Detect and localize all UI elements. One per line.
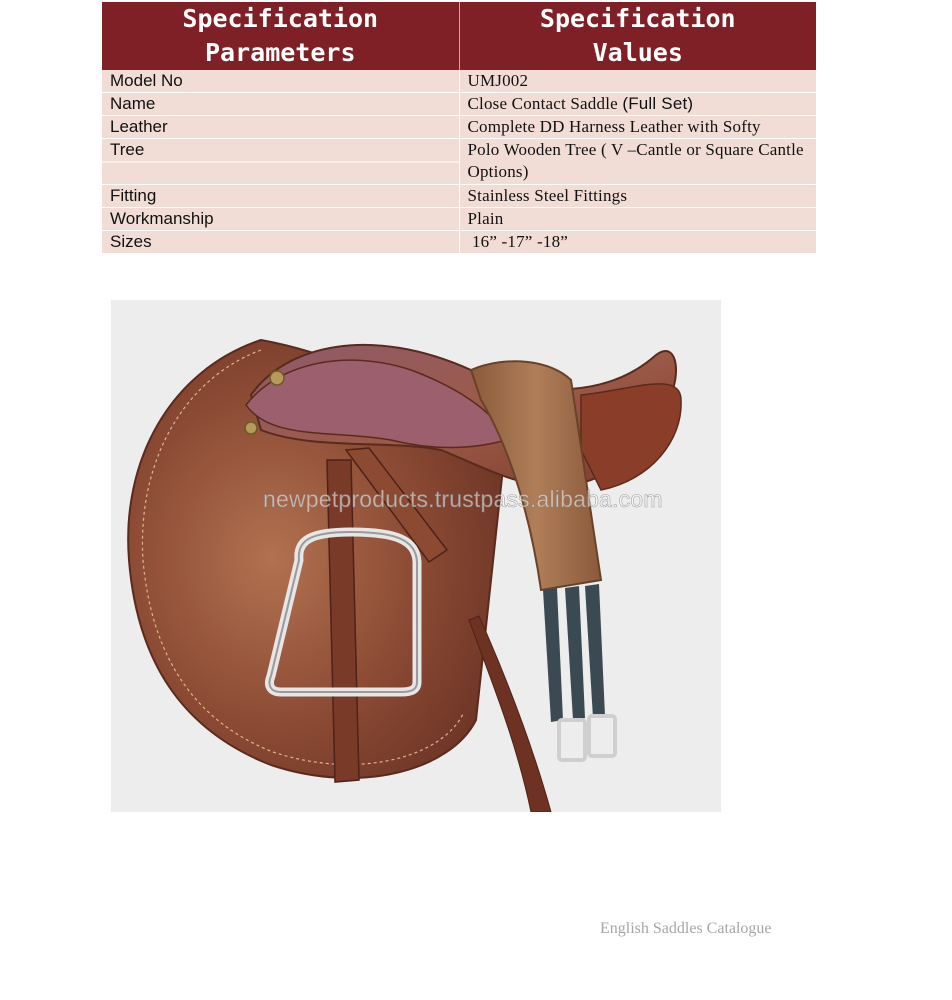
value-model-no: UMJ002 [459,70,816,93]
table-row [102,208,816,231]
value-name-suffix: (Full Set) [622,94,694,113]
param-workmanship: Workmanship [102,208,459,231]
header-parameters-line2: Parameters [204,38,356,67]
param-model-no: Model No [102,70,459,93]
saddle-panel [581,384,681,490]
table-row [102,139,816,185]
param-leather: Leather [102,116,459,139]
specification-table [102,2,817,253]
saddle-rivet-bottom [245,422,257,434]
catalogue-footer: English Saddles Catalogue [600,920,772,937]
table-header-row [102,2,816,70]
table-row [102,93,816,116]
header-values [459,2,816,70]
saddle-rivet-top [270,371,284,385]
table-row [102,116,816,139]
saddle-image [111,300,721,812]
girth-elastic-1 [543,588,563,722]
value-fitting: Stainless Steel Fittings [459,185,816,208]
table-row [102,231,816,254]
value-name-main: Close Contact Saddle [467,94,618,113]
param-sizes: Sizes [102,231,459,254]
value-name [459,93,816,116]
saddle-photo [111,300,721,812]
value-sizes: 16” -17” -18” [459,231,816,254]
param-tree: Tree [102,139,459,185]
girth-elastic-3 [585,584,605,718]
header-parameters-line1: Specification [182,4,379,33]
billet-strap [469,616,551,812]
girth-buckle-left [559,720,585,760]
girth-elastic-2 [565,586,585,720]
watermark: newpetproducts.trustpass.alibaba.com [263,486,663,512]
value-tree: Polo Wooden Tree ( V –Cantle or Square Cantle Options) [459,139,816,185]
table-row [102,70,816,93]
param-fitting: Fitting [102,185,459,208]
header-values-line2: Values [592,38,683,67]
table-row [102,185,816,208]
value-workmanship: Plain [459,208,816,231]
header-values-line1: Specification [539,4,736,33]
girth-buckle-right [589,716,615,756]
header-parameters [102,2,459,70]
value-leather: Complete DD Harness Leather with Softy [459,116,816,139]
param-name: Name [102,93,459,116]
